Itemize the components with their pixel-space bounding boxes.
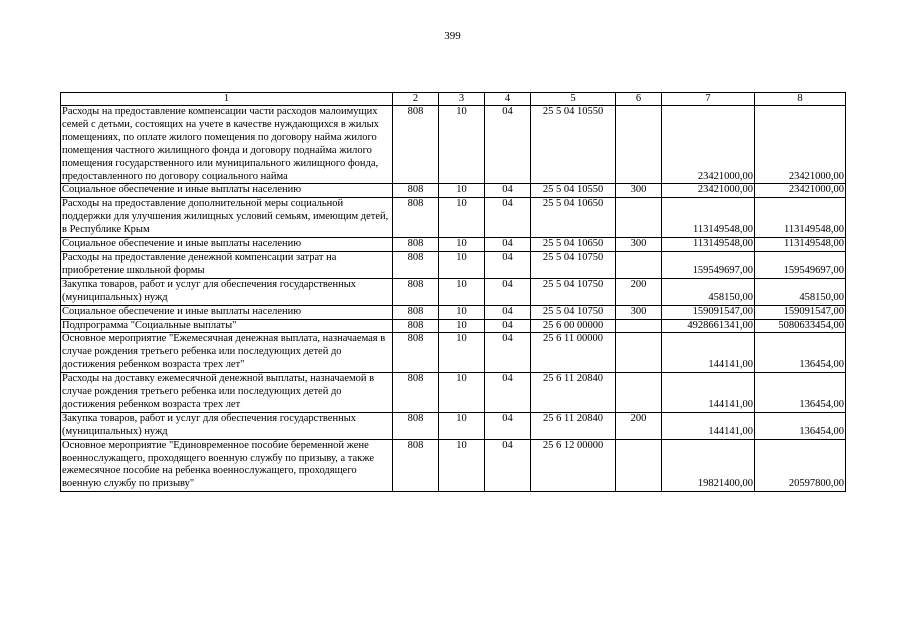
row-col3-cell: 10 [439,106,485,184]
row-col2-cell: 808 [393,251,439,278]
row-col7-cell: 144141,00 [662,412,755,439]
row-col7-cell: 23421000,00 [662,184,755,198]
row-col2-cell: 808 [393,412,439,439]
row-name-cell: Закупка товаров, работ и услуг для обеспечения государственных (муниципальных) нужд [61,412,393,439]
row-name-cell: Основное мероприятие "Ежемесячная денежная выплата, назначаемая в случае рождения третьего ребенка или последующих детей до достижения ребенком возраста трех лет" [61,333,393,373]
row-col7-cell: 159549697,00 [662,251,755,278]
row-col6-cell: 300 [616,305,662,319]
table-header [61,93,846,106]
table-row [61,198,846,238]
row-col5-cell: 25 6 00 00000 [531,319,616,333]
table-row [61,184,846,198]
row-col7-cell: 23421000,00 [662,106,755,184]
row-col4-cell: 04 [485,305,531,319]
row-name-cell: Подпрограмма "Социальные выплаты" [61,319,393,333]
row-col4-cell: 04 [485,106,531,184]
row-col2-cell: 808 [393,278,439,305]
table-row [61,319,846,333]
row-col4-cell: 04 [485,373,531,413]
header-cell-2: 2 [393,93,439,106]
row-col7-cell: 159091547,00 [662,305,755,319]
row-col2-cell: 808 [393,305,439,319]
row-col8-cell: 136454,00 [755,412,846,439]
row-col2-cell: 808 [393,319,439,333]
row-col8-cell: 458150,00 [755,278,846,305]
row-col2-cell: 808 [393,333,439,373]
table-row [61,106,846,184]
row-col5-cell: 25 5 04 10650 [531,198,616,238]
row-col3-cell: 10 [439,305,485,319]
header-row [61,93,846,106]
header-cell-5: 5 [531,93,616,106]
header-cell-7: 7 [662,93,755,106]
row-col8-cell: 23421000,00 [755,106,846,184]
row-col8-cell: 136454,00 [755,333,846,373]
row-col3-cell: 10 [439,439,485,492]
row-col8-cell: 136454,00 [755,373,846,413]
table-row [61,238,846,252]
row-col3-cell: 10 [439,373,485,413]
table-row [61,373,846,413]
row-col2-cell: 808 [393,184,439,198]
row-col6-cell: 300 [616,184,662,198]
row-col7-cell: 113149548,00 [662,238,755,252]
row-col6-cell [616,106,662,184]
row-col6-cell [616,439,662,492]
row-col6-cell: 300 [616,238,662,252]
row-name-cell: Расходы на доставку ежемесячной денежной выплаты, назначаемой в случае рождения третьего ребенка или последующих детей до достижения ребенком возраста трех лет [61,373,393,413]
row-col2-cell: 808 [393,106,439,184]
row-col7-cell: 4928661341,00 [662,319,755,333]
row-col5-cell: 25 5 04 10750 [531,251,616,278]
row-col4-cell: 04 [485,412,531,439]
row-col3-cell: 10 [439,238,485,252]
header-cell-6: 6 [616,93,662,106]
table-row [61,439,846,492]
row-col3-cell: 10 [439,412,485,439]
row-col5-cell: 25 5 04 10650 [531,238,616,252]
header-cell-4: 4 [485,93,531,106]
row-col6-cell: 200 [616,412,662,439]
row-col3-cell: 10 [439,251,485,278]
row-col2-cell: 808 [393,238,439,252]
row-col5-cell: 25 5 04 10750 [531,305,616,319]
row-col3-cell: 10 [439,278,485,305]
row-col8-cell: 113149548,00 [755,238,846,252]
row-col8-cell: 20597800,00 [755,439,846,492]
row-col2-cell: 808 [393,373,439,413]
row-col6-cell: 200 [616,278,662,305]
row-col7-cell: 458150,00 [662,278,755,305]
row-col8-cell: 159549697,00 [755,251,846,278]
table-row [61,333,846,373]
row-col3-cell: 10 [439,198,485,238]
row-col4-cell: 04 [485,251,531,278]
row-col4-cell: 04 [485,278,531,305]
row-col5-cell: 25 5 04 10750 [531,278,616,305]
row-col2-cell: 808 [393,198,439,238]
row-name-cell: Социальное обеспечение и иные выплаты населению [61,184,393,198]
page-number: 399 [444,30,461,42]
row-col5-cell: 25 6 12 00000 [531,439,616,492]
row-col4-cell: 04 [485,238,531,252]
row-name-cell: Закупка товаров, работ и услуг для обеспечения государственных (муниципальных) нужд [61,278,393,305]
budget-table [60,92,846,492]
row-col5-cell: 25 6 11 20840 [531,373,616,413]
row-col4-cell: 04 [485,439,531,492]
row-col8-cell: 113149548,00 [755,198,846,238]
row-col7-cell: 19821400,00 [662,439,755,492]
row-col4-cell: 04 [485,198,531,238]
row-name-cell: Социальное обеспечение и иные выплаты населению [61,305,393,319]
row-col3-cell: 10 [439,333,485,373]
row-name-cell: Социальное обеспечение и иные выплаты населению [61,238,393,252]
table-row [61,278,846,305]
row-col8-cell: 5080633454,00 [755,319,846,333]
row-col2-cell: 808 [393,439,439,492]
row-col5-cell: 25 5 04 10550 [531,184,616,198]
table-row [61,412,846,439]
row-name-cell: Расходы на предоставление дополнительной меры социальной поддержки для улучшения жилищных условий семьям, имеющим детей, в Республике Крым [61,198,393,238]
row-col5-cell: 25 6 11 00000 [531,333,616,373]
row-col7-cell: 144141,00 [662,373,755,413]
header-cell-8: 8 [755,93,846,106]
row-col6-cell [616,198,662,238]
row-col3-cell: 10 [439,319,485,333]
row-col5-cell: 25 6 11 20840 [531,412,616,439]
row-col6-cell [616,373,662,413]
row-col3-cell: 10 [439,184,485,198]
row-col7-cell: 113149548,00 [662,198,755,238]
row-col4-cell: 04 [485,319,531,333]
row-col8-cell: 23421000,00 [755,184,846,198]
row-col6-cell [616,251,662,278]
header-cell-1: 1 [61,93,393,106]
row-col7-cell: 144141,00 [662,333,755,373]
row-col4-cell: 04 [485,184,531,198]
table-row [61,305,846,319]
row-col6-cell [616,333,662,373]
table-body [61,106,846,492]
header-cell-3: 3 [439,93,485,106]
row-col4-cell: 04 [485,333,531,373]
row-col6-cell [616,319,662,333]
row-name-cell: Расходы на предоставление компенсации части расходов малоимущих семей с детьми, состоящих на учете в качестве нуждающихся в жилых помещениях, по оплате жилого помещения по договору найма жилого помещения частного жилищного фонда и договору поднайма жилого помещения государственного или муниципального жилищного фонда, предоставленного по договору социального найма [61,106,393,184]
row-name-cell: Расходы на предоставление денежной компенсации затрат на приобретение школьной формы [61,251,393,278]
row-col8-cell: 159091547,00 [755,305,846,319]
row-col5-cell: 25 5 04 10550 [531,106,616,184]
row-name-cell: Основное мероприятие "Единовременное пособие беременной жене военнослужащего, проходящего военную службу по призыву, а также ежемесячное пособие на ребенка военнослужащего, проходящего военную службу по призыву" [61,439,393,492]
table-row [61,251,846,278]
